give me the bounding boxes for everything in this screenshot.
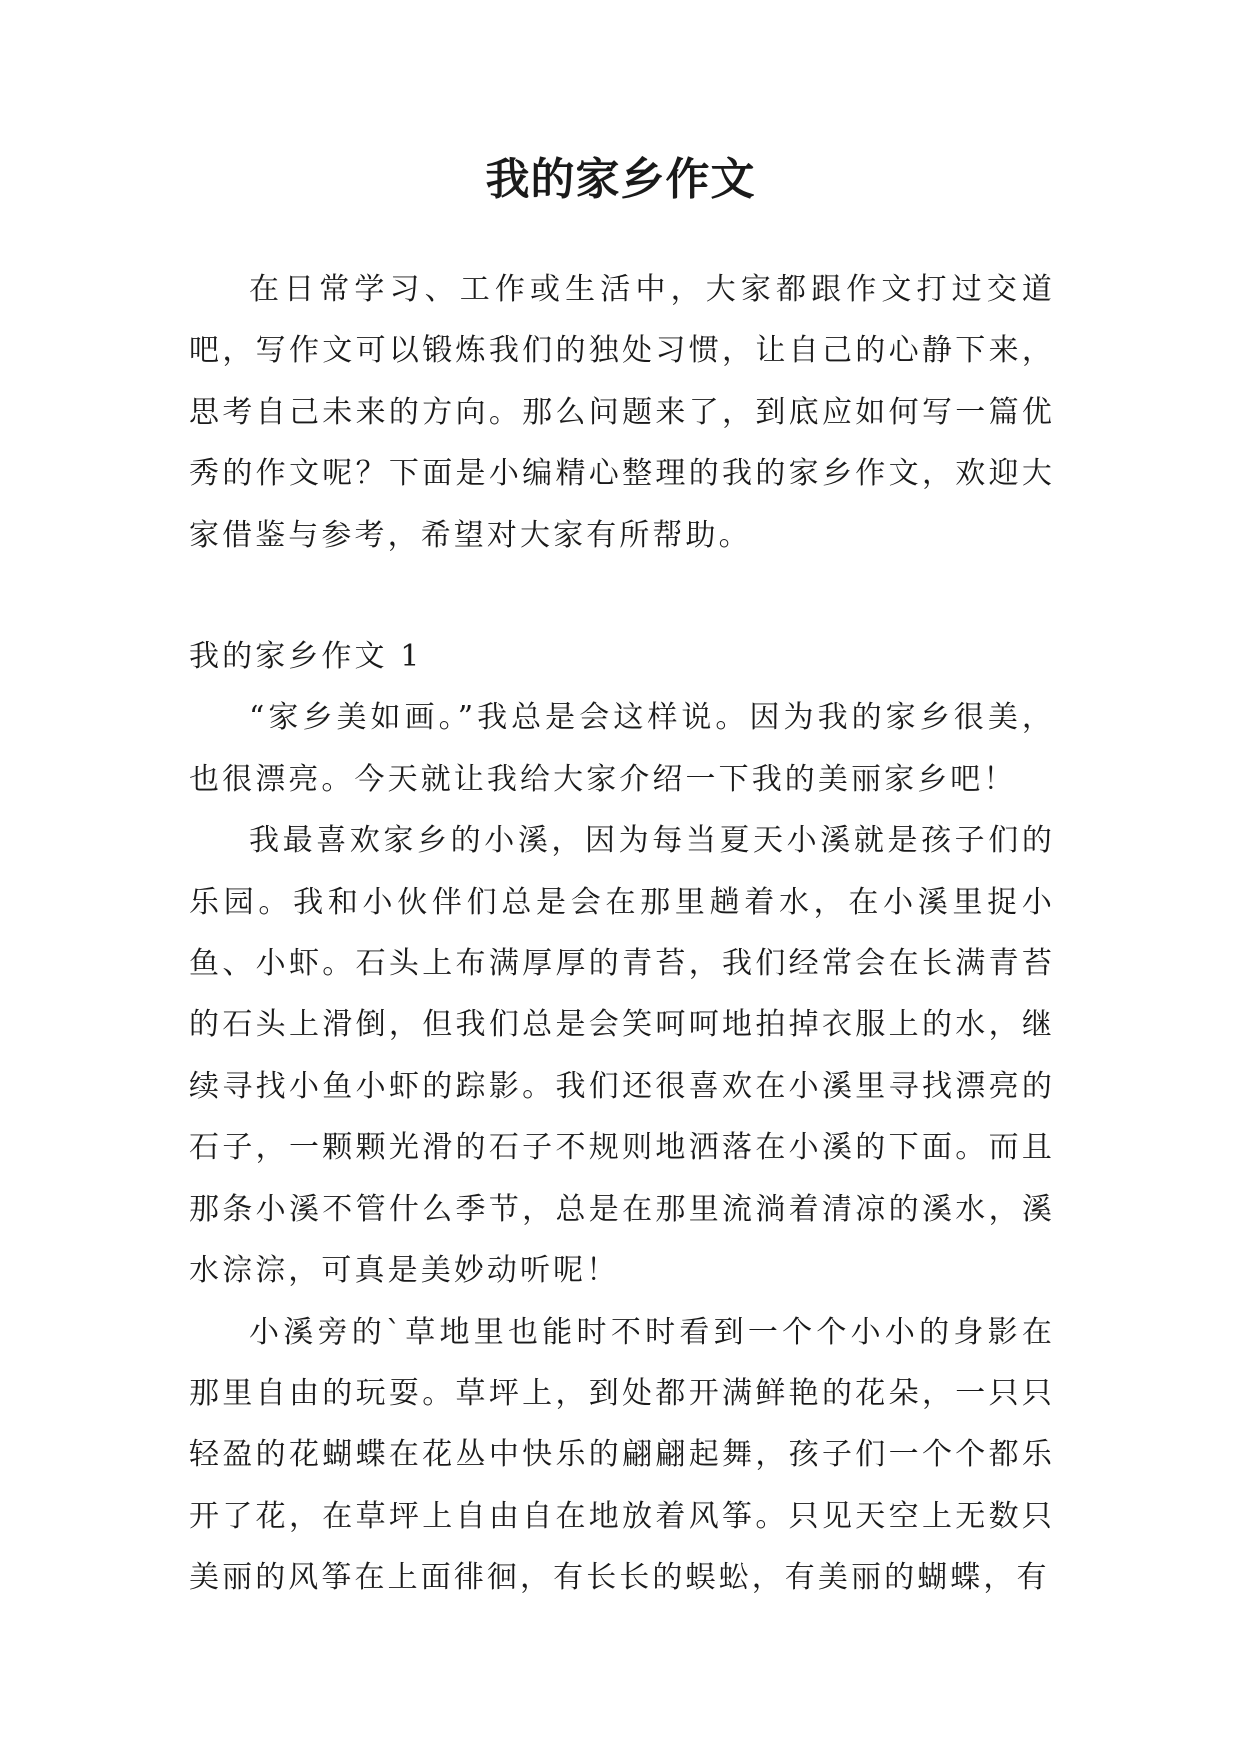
document-title: 我的家乡作文 bbox=[485, 154, 756, 205]
document-body bbox=[189, 259, 1055, 1609]
body-paragraph: 小溪旁的`草地里也能时不时看到一个个小小的身影在那里自由的玩耍。草坪上，到处都开满鲜艳的花朵，一只只轻盈的花蝴蝶在花丛中快乐的翩翩起舞，孩子们一个个都乐开了花，在草坪上自由自在地放着风筝。只见天空上无数只美丽的风筝在上面徘徊，有长长的蜈蚣，有美丽的蝴蝶，有 bbox=[189, 1314, 1055, 1596]
body-paragraph: “家乡美如画。”我总是会这样说。因为我的家乡很美，也很漂亮。今天就让我给大家介绍一下我的美丽家乡吧！ bbox=[189, 700, 1055, 797]
section-heading: 我的家乡作文 1 bbox=[189, 639, 423, 675]
intro-paragraph: 在日常学习、工作或生活中，大家都跟作文打过交道吧，写作文可以锻炼我们的独处习惯，让自己的心静下来，思考自己未来的方向。那么问题来了，到底应如何写一篇优秀的作文呢？下面是小编精心整理的我的家乡作文，欢迎大家借鉴与参考，希望对大家有所帮助。 bbox=[189, 272, 1055, 553]
body-paragraph: 我最喜欢家乡的小溪，因为每当夏天小溪就是孩子们的乐园。我和小伙伴们总是会在那里趟着水，在小溪里捉小鱼、小虾。石头上布满厚厚的青苔，我们经常会在长满青苔的石头上滑倒，但我们总是会笑呵呵地拍掉衣服上的水，继续寻找小鱼小虾的踪影。我们还很喜欢在小溪里寻找漂亮的石子，一颗颗光滑的石子不规则地洒落在小溪的下面。而且那条小溪不管什么季节，总是在那里流淌着清凉的溪水，溪水淙淙，可真是美妙动听呢！ bbox=[189, 823, 1055, 1289]
